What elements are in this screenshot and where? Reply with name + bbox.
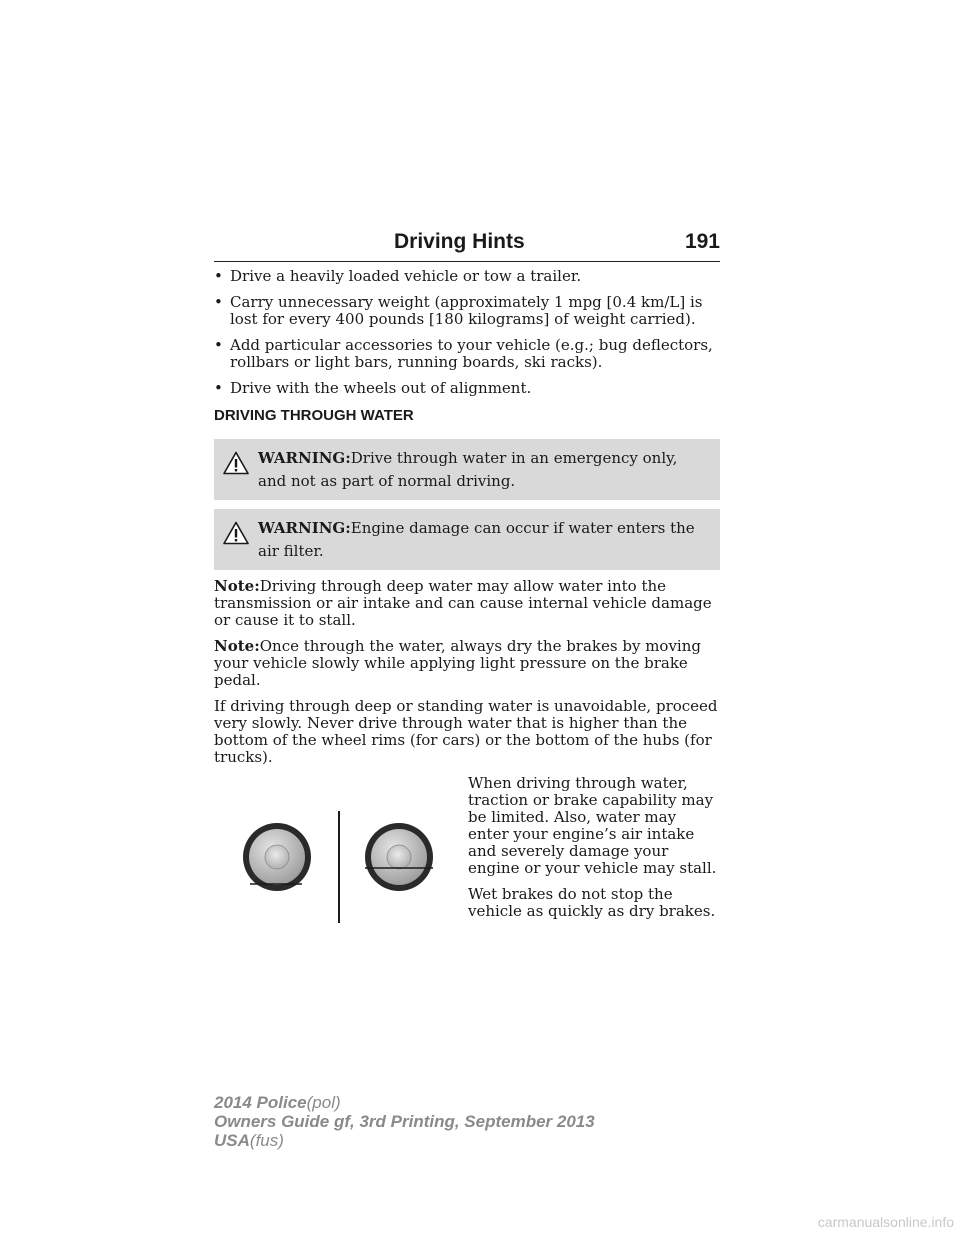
page-title: Driving Hints — [394, 230, 525, 253]
footer-model: 2014 Police — [214, 1093, 307, 1112]
list-item — [214, 294, 720, 328]
list-item-text: Add particular accessories to your vehicle (e.g.; bug deflectors, rollbars or light bars, running boards, ski racks). — [230, 336, 713, 371]
car-wheel-icon — [243, 823, 311, 891]
bullet-glyph: • — [214, 267, 223, 285]
list-item — [214, 380, 720, 397]
warning-box — [214, 509, 720, 570]
footer-code: (pol) — [306, 1093, 341, 1112]
list-item-text: Drive a heavily loaded vehicle or tow a trailer. — [230, 267, 582, 285]
bullet-glyph: • — [214, 293, 223, 311]
warning-text: Engine damage can occur if water enters the air filter. — [258, 519, 695, 560]
note-text: Driving through deep water may allow water into the transmission or air intake and can cause internal vehicle damage or cause it to stall. — [214, 577, 712, 629]
body-paragraph: When driving through water, traction or brake capability may be limited. Also, water may enter your engine’s air intake and severely damage your engine or your vehicle may stall. — [468, 774, 717, 877]
note-paragraph — [214, 638, 720, 689]
footer-line — [214, 1093, 595, 1112]
warning-box — [214, 439, 720, 500]
list-item-text: Carry unnecessary weight (approximately 1 mpg [0.4 km/L] is lost for every 400 pounds [180 kilograms] of weight carried). — [230, 293, 703, 328]
warning-text: Drive through water in an emergency only, and not as part of normal driving. — [258, 449, 678, 490]
footer-market: USA — [214, 1131, 250, 1150]
list-item-text: Drive with the wheels out of alignment. — [230, 379, 532, 397]
note-paragraph — [214, 578, 720, 629]
figure-side-text — [468, 775, 720, 929]
bullet-glyph: • — [214, 336, 223, 354]
footer-line — [214, 1131, 595, 1150]
page-number: 191 — [684, 230, 720, 253]
body-paragraph: If driving through deep or standing water is unavoidable, proceed very slowly. Never drive through water that is higher than the bottom of the wheel rims (for cars) or the bottom of the hubs (for trucks). — [214, 697, 718, 766]
bullet-glyph: • — [214, 379, 223, 397]
truck-wheel-icon — [365, 823, 433, 891]
warning-label: WARNING: — [258, 519, 351, 537]
watermark: carmanualsonline.info — [817, 1214, 954, 1230]
warning-triangle-icon — [223, 451, 249, 475]
wheel-water-level-illustration — [238, 811, 458, 923]
page-header — [214, 227, 720, 262]
footer-code: (fus) — [249, 1131, 284, 1150]
page-content — [214, 268, 720, 935]
body-paragraph: Wet brakes do not stop the vehicle as quickly as dry brakes. — [468, 885, 716, 920]
note-label: Note: — [214, 637, 260, 655]
warning-label: WARNING: — [258, 449, 351, 467]
list-item — [214, 337, 720, 371]
warning-triangle-icon — [223, 521, 249, 545]
footer-edition: Owners Guide gf, 3rd Printing, September 2013 — [214, 1112, 595, 1131]
figure-row — [214, 775, 720, 935]
note-text: Once through the water, always dry the brakes by moving your vehicle slowly while applying light pressure on the brake pedal. — [214, 637, 701, 689]
page-footer — [214, 1093, 595, 1150]
section-heading: DRIVING THROUGH WATER — [214, 407, 414, 424]
note-label: Note: — [214, 577, 260, 595]
footer-line — [214, 1112, 595, 1131]
list-item — [214, 268, 720, 285]
